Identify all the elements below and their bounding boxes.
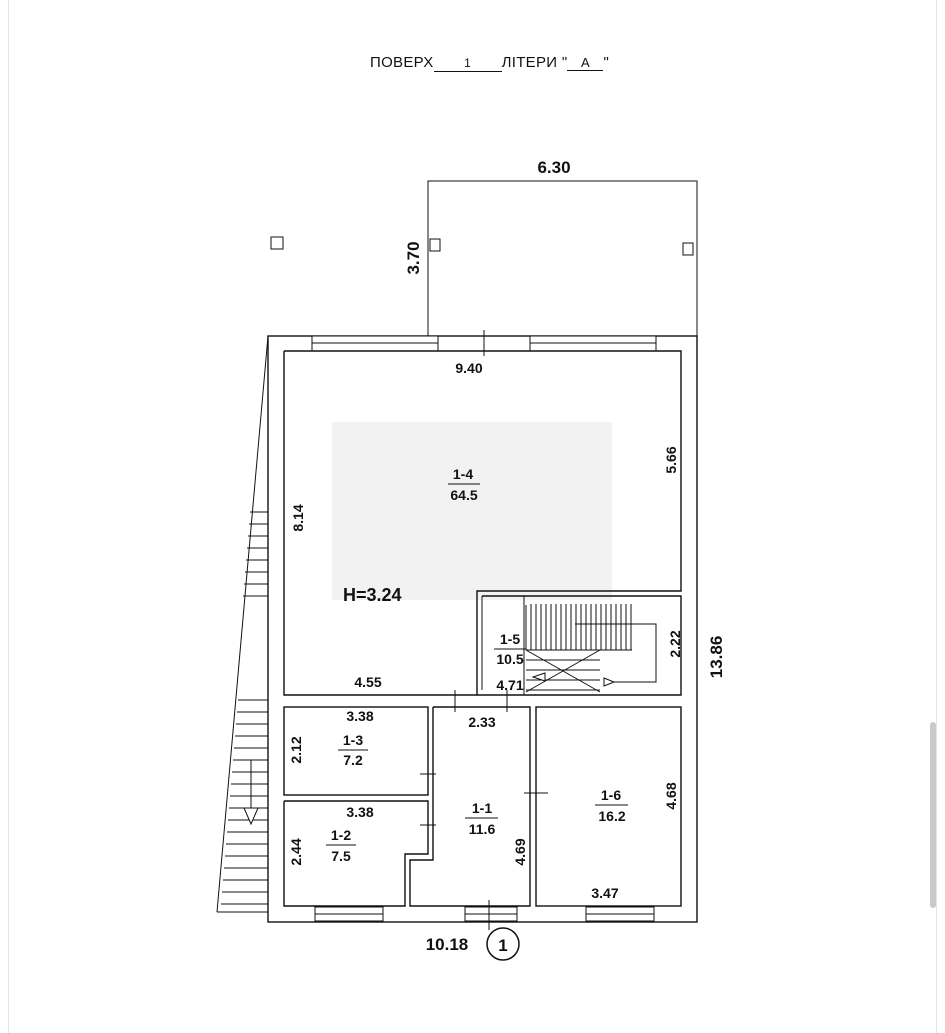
ceiling-height-label: H=3.24 [343,585,402,605]
overall-width-label: 10.18 [425,935,469,954]
room-1-2-area: 7.5 [331,848,351,864]
room-1-6 [536,707,681,906]
dim-1-4-left: 8.14 [290,504,306,532]
room-1-1-area: 11.6 [468,821,496,837]
dim-hall-top: 2.33 [468,714,496,730]
room-1-1-id: 1-1 [471,800,493,816]
letter-value: А [567,55,603,71]
site-marker [271,237,283,249]
room-1-6-id: 1-6 [600,787,622,803]
room-1-5-id: 1-5 [499,631,521,647]
letter-close: " [603,54,610,71]
letter-label: ЛІТЕРИ " [501,54,568,71]
dim-1-1-right: 4.69 [512,838,528,866]
dim-1-4-bottom: 4.55 [354,674,382,690]
dim-1-5-right: 2.22 [667,630,683,658]
floor-label: ПОВЕРХ [370,54,434,71]
dim-1-3-top: 3.38 [346,708,374,724]
stair-steps [526,604,656,692]
room-1-5-area: 10.5 [496,651,524,667]
dim-1-4-top: 9.40 [455,360,483,376]
floor-value: 1 [434,56,502,72]
overall-depth-label: 13.86 [707,635,726,679]
dim-1-4-right: 5.66 [663,446,679,474]
dim-1-6-bottom: 3.47 [591,885,619,901]
watermark [332,422,612,600]
terrace-column-right [683,243,693,255]
room-1-4-area: 64.5 [450,487,478,503]
room-1-3-id: 1-3 [342,732,364,748]
dim-1-2-left: 2.44 [288,838,304,866]
dim-1-6-right: 4.68 [663,782,679,810]
building-marker-label: 1 [498,936,508,955]
room-1-2-id: 1-2 [330,827,352,843]
terrace-column-left [430,239,440,251]
terrace [428,181,697,336]
outer-stair [217,336,268,912]
terrace-depth-label: 3.70 [404,241,423,275]
dim-1-2-top: 3.38 [346,804,374,820]
room-1-3-area: 7.2 [343,752,363,768]
room-1-4-id: 1-4 [452,466,474,482]
terrace-width-label: 6.30 [537,158,571,177]
dim-1-5-bottom: 4.71 [496,677,524,693]
dim-1-3-left: 2.12 [288,736,304,764]
room-1-6-area: 16.2 [598,808,626,824]
